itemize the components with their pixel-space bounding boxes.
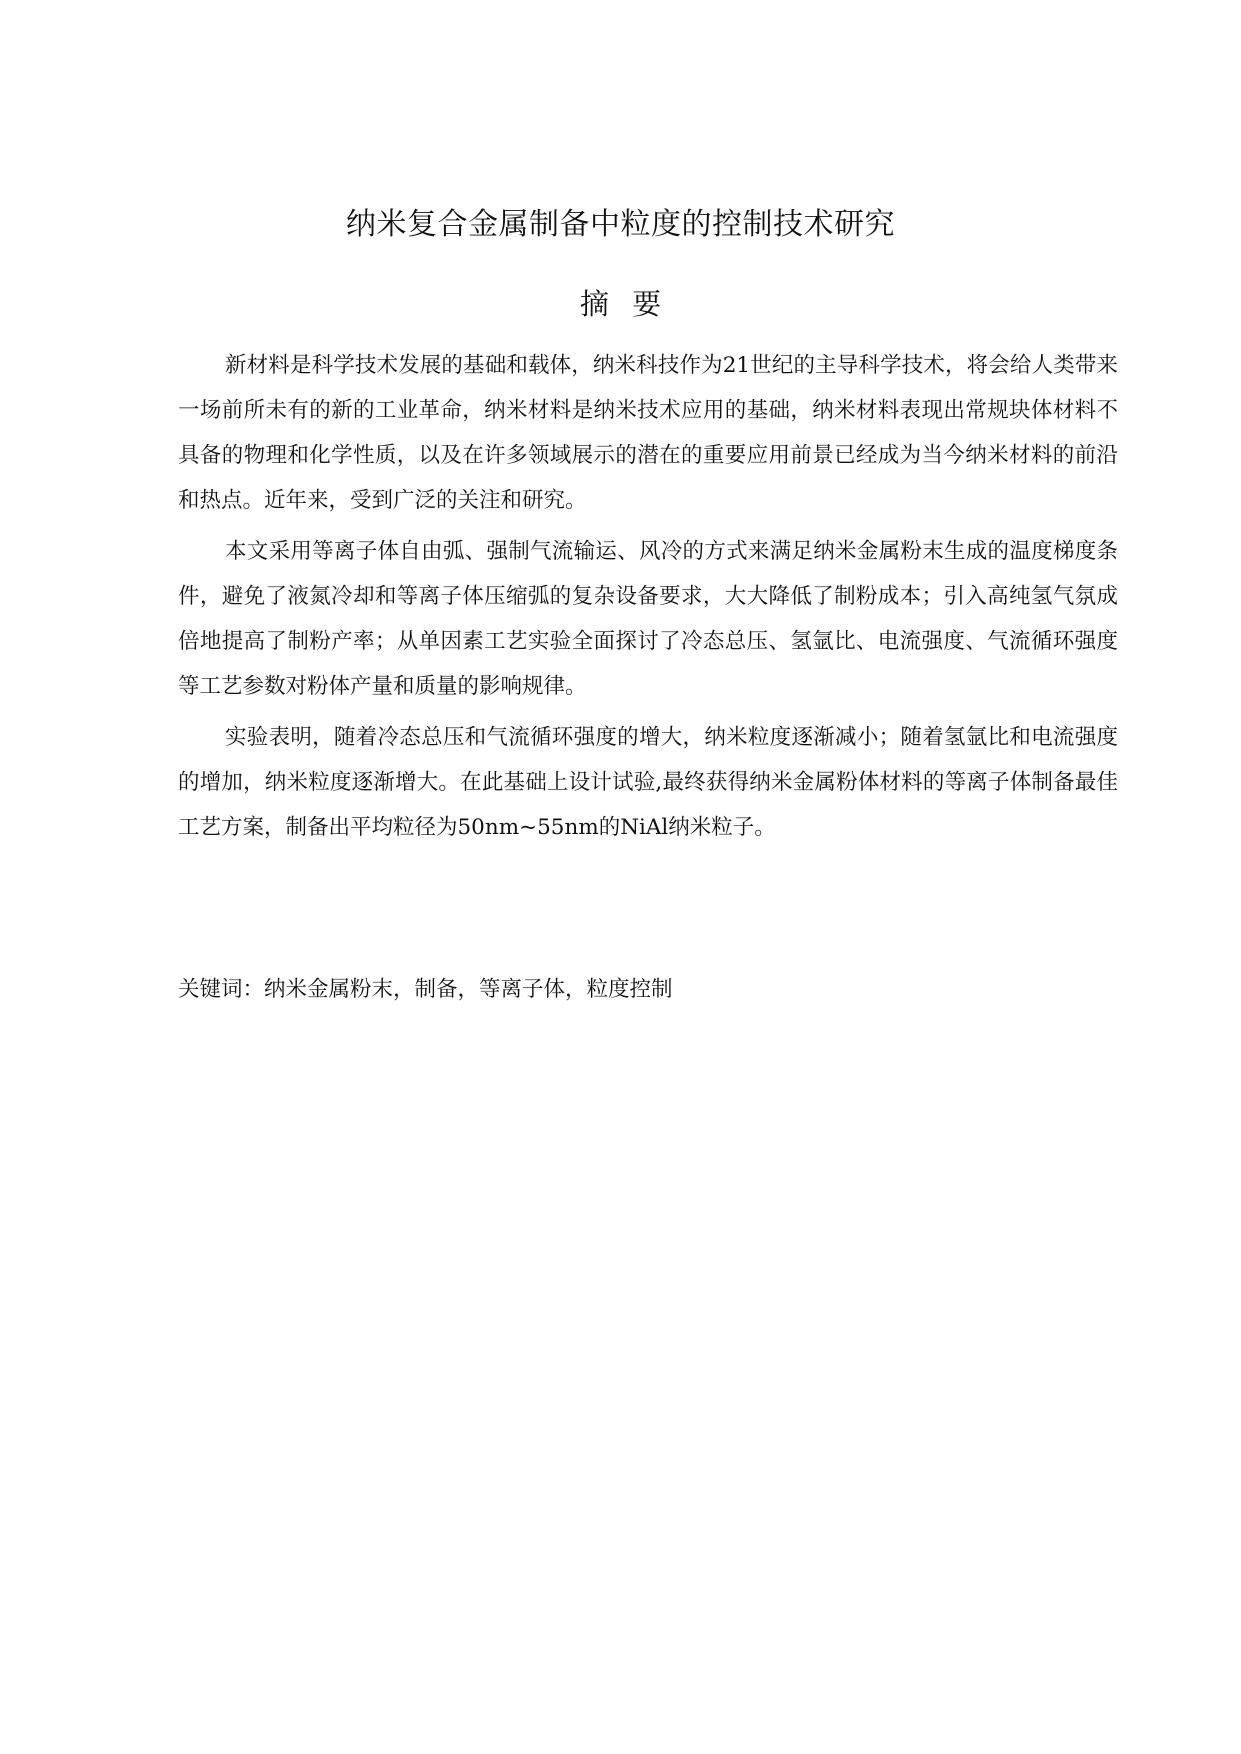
- keywords-text: 纳米金属粉末，制备，等离子体，粒度控制: [264, 977, 673, 1002]
- abstract-body: [178, 343, 1118, 856]
- keywords-line: [178, 970, 1118, 1010]
- abstract-heading: 摘 要: [579, 287, 662, 321]
- abstract-paragraph: 新材料是科学技术发展的基础和载体，纳米科技作为21世纪的主导科学技术，将会给人类带来一场前所未有的新的工业革命，纳米材料是纳米技术应用的基础，纳米材料表现出常规块体材料不具备的物理和化学性质，以及在许多领域展示的潜在的重要应用前景已经成为当今纳米材料的前沿和热点。近年来，受到广泛的关注和研究。: [178, 353, 1118, 513]
- keywords-label: 关键词：: [178, 977, 265, 1002]
- abstract-paragraph: 实验表明，随着冷态总压和气流循环强度的增大，纳米粒度逐渐减小；随着氢氩比和电流强度的增加，纳米粒度逐渐增大。在此基础上设计试验,最终获得纳米金属粉体材料的等离子体制备最佳工艺方案，制备出平均粒径为50nm~55nm的NiAl纳米粒子。: [178, 725, 1118, 840]
- paper-title: 纳米复合金属制备中粒度的控制技术研究: [346, 207, 895, 242]
- abstract-paragraph: 本文采用等离子体自由弧、强制气流输运、风冷的方式来满足纳米金属粉末生成的温度梯度条件，避免了液氮冷却和等离子体压缩弧的复杂设备要求，大大降低了制粉成本；引入高纯氢气氛成倍地提高了制粉产率；从单因素工艺实验全面探讨了冷态总压、氢氩比、电流强度、气流循环强度等工艺参数对粉体产量和质量的影响规律。: [178, 539, 1118, 699]
